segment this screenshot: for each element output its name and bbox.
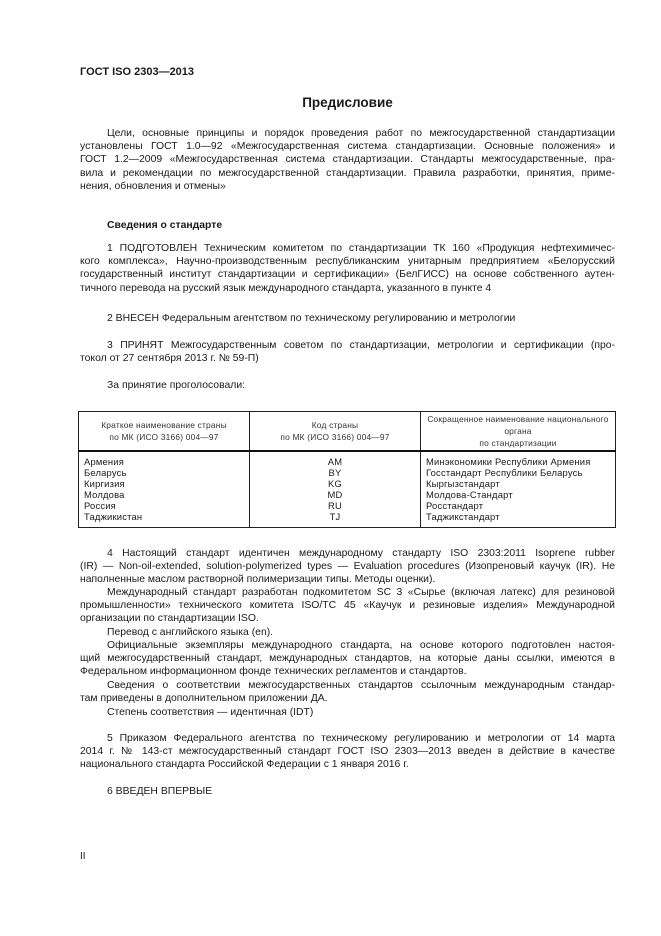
text-line: 6 ВВЕДЕН ВПЕРВЫЕ — [107, 786, 213, 797]
text-line: Цели, основные принципы и порядок проведения работ по межгосударственной стандартизации — [107, 128, 615, 139]
text-line: 4 Настоящий стандарт идентичен международному стандарту ISO 2303:2011 Isoprene rubber — [107, 548, 615, 559]
text-line: Сведения о стандарте — [107, 220, 223, 231]
text-line: нения, обновления и отмены» — [80, 180, 226, 192]
table-cell: Кыргызстандарт — [426, 478, 500, 489]
table-cell: Россия — [84, 500, 116, 511]
text-line: За принятие проголосовали: — [107, 380, 246, 391]
section-heading — [80, 219, 615, 232]
text-line: государственный институт стандартизации и сертификации» (БелГИСС) на основе собственного аутен- — [80, 269, 615, 281]
table-cell: RU — [328, 500, 342, 511]
page-title: Предисловие — [302, 95, 393, 110]
document-code: ГОСТ ISO 2303—2013 — [80, 66, 195, 78]
item-4-degree — [80, 706, 615, 719]
item-5-order — [80, 732, 615, 772]
text-line: 5 Приказом Федерального агентства по техническому регулированию и метрологии от 14 марта — [107, 733, 615, 744]
text-line: тичного перевода на русский язык международного стандарта, указанного в пункте 4 — [80, 282, 492, 294]
item-4-translation — [80, 626, 615, 639]
table-cell: Росстандарт — [426, 500, 484, 511]
text-line: щий межгосударственный стандарт, международных стандартов, на которые даны ссылки, имеются в — [80, 653, 615, 665]
text-line: организации по стандартизации ISO. — [80, 613, 259, 625]
table-cell: MD — [327, 489, 343, 500]
standards-body-column — [421, 451, 616, 528]
table-cell: Молдова — [84, 489, 125, 500]
table-cell: Таджикстандарт — [426, 511, 500, 522]
table-cell: Госстандарт Республики Беларусь — [426, 467, 583, 478]
table-cell: TJ — [329, 511, 341, 522]
text-line: 2014 г. № 143-ст межгосударственный стандарт ГОСТ ISO 2303—2013 введен в действие в качестве — [80, 746, 615, 758]
table-cell: Молдова-Стандарт — [426, 489, 513, 500]
page-number: II — [80, 851, 86, 862]
header-code: Код страны по МК (ИСО 3166) 004—97 — [250, 412, 421, 452]
item-4-identity — [80, 547, 615, 587]
item-3-adopted — [80, 339, 615, 365]
item-6-introduced — [80, 785, 615, 798]
country-column — [79, 451, 250, 528]
text-line: национального стандарта Российской Федерации с 1 января 2016 г. — [80, 759, 409, 771]
text-line: Международный стандарт разработан подкомитетом SC 3 «Сырье (включая латекс) для резиновой — [107, 587, 615, 598]
text-line: ГОСТ 1.2—2009 «Межгосударственная система стандартизации. Стандарты межгосударственные, пра- — [80, 154, 615, 166]
table-header-row — [79, 412, 616, 452]
text-line: (IR) — Non-oil-extended, solution-polymerized types — Evaluation procedures (Изопреновый каучук (IR). Не — [80, 561, 615, 573]
table-body — [79, 451, 616, 528]
voting-caption — [80, 379, 615, 392]
text-line: Официальные экземпляры международного стандарта, на основе которого подготовлен настоя- — [107, 640, 615, 651]
text-line: Федеральном информационном фонде технических регламентов и стандартов. — [80, 666, 467, 678]
table-cell: AM — [327, 456, 343, 467]
text-line: промышленности» технического комитета ISO/TC 45 «Каучук и резиновые изделия» Международной — [80, 600, 615, 612]
text-line: 2 ВНЕСЕН Федеральным агентством по техническому регулированию и метрологии — [107, 313, 516, 324]
voting-table — [78, 411, 616, 528]
header-body: Сокращенное наименование национального органа по стандартизации — [421, 412, 616, 452]
code-column — [250, 451, 421, 528]
table-cell: Минэкономики Республики Армения — [426, 456, 591, 467]
table-cell: Киргизия — [84, 478, 125, 489]
text-line: 3 ПРИНЯТ Межгосударственным советом по стандартизации, метрологии и сертификации (про- — [107, 340, 615, 351]
text-line: наполненные маслом растворной полимеризации типы. Методы оценки). — [80, 574, 436, 586]
table-cell: Беларусь — [84, 467, 127, 478]
table-cell: Армения — [84, 456, 125, 467]
text-line: Сведения о соответствии межгосударственных стандартов ссылочным международным стандар- — [107, 680, 615, 691]
text-line: вила и рекомендации по межгосударственной стандартизации. Правила разработки, принятия, приме- — [80, 167, 615, 179]
table-cell: Таджикистан — [84, 511, 143, 522]
table-cell: KG — [328, 478, 342, 489]
header-country: Краткое наименование страны по МК (ИСО 3166) 004—97 — [79, 412, 250, 452]
text-line: Степень соответствия — идентичная (IDT) — [107, 707, 314, 718]
text-line: кого комплекса», Научно-производственным республиканским унитарным предприятием «Белорусский — [80, 256, 615, 268]
item-2-submitted — [80, 312, 615, 325]
text-line: там приведены в дополнительном приложении ДА. — [80, 693, 328, 705]
table-cell: BY — [328, 467, 342, 478]
item-4-developer — [80, 586, 615, 626]
text-line: 1 ПОДГОТОВЛЕН Техническим комитетом по стандартизации ТК 160 «Продукция нефтехимичес- — [107, 243, 615, 254]
item-4-official-copies — [80, 639, 615, 679]
text-line: токол от 27 сентября 2013 г. № 59-П) — [80, 353, 259, 365]
item-1-prepared — [80, 242, 615, 295]
text-line: Перевод с английского языка (en). — [107, 627, 274, 638]
intro-paragraph — [80, 127, 615, 193]
text-line: установлены ГОСТ 1.0—92 «Межгосударственная система стандартизации. Основные положения» и — [80, 141, 615, 153]
item-4-conformity — [80, 679, 615, 705]
